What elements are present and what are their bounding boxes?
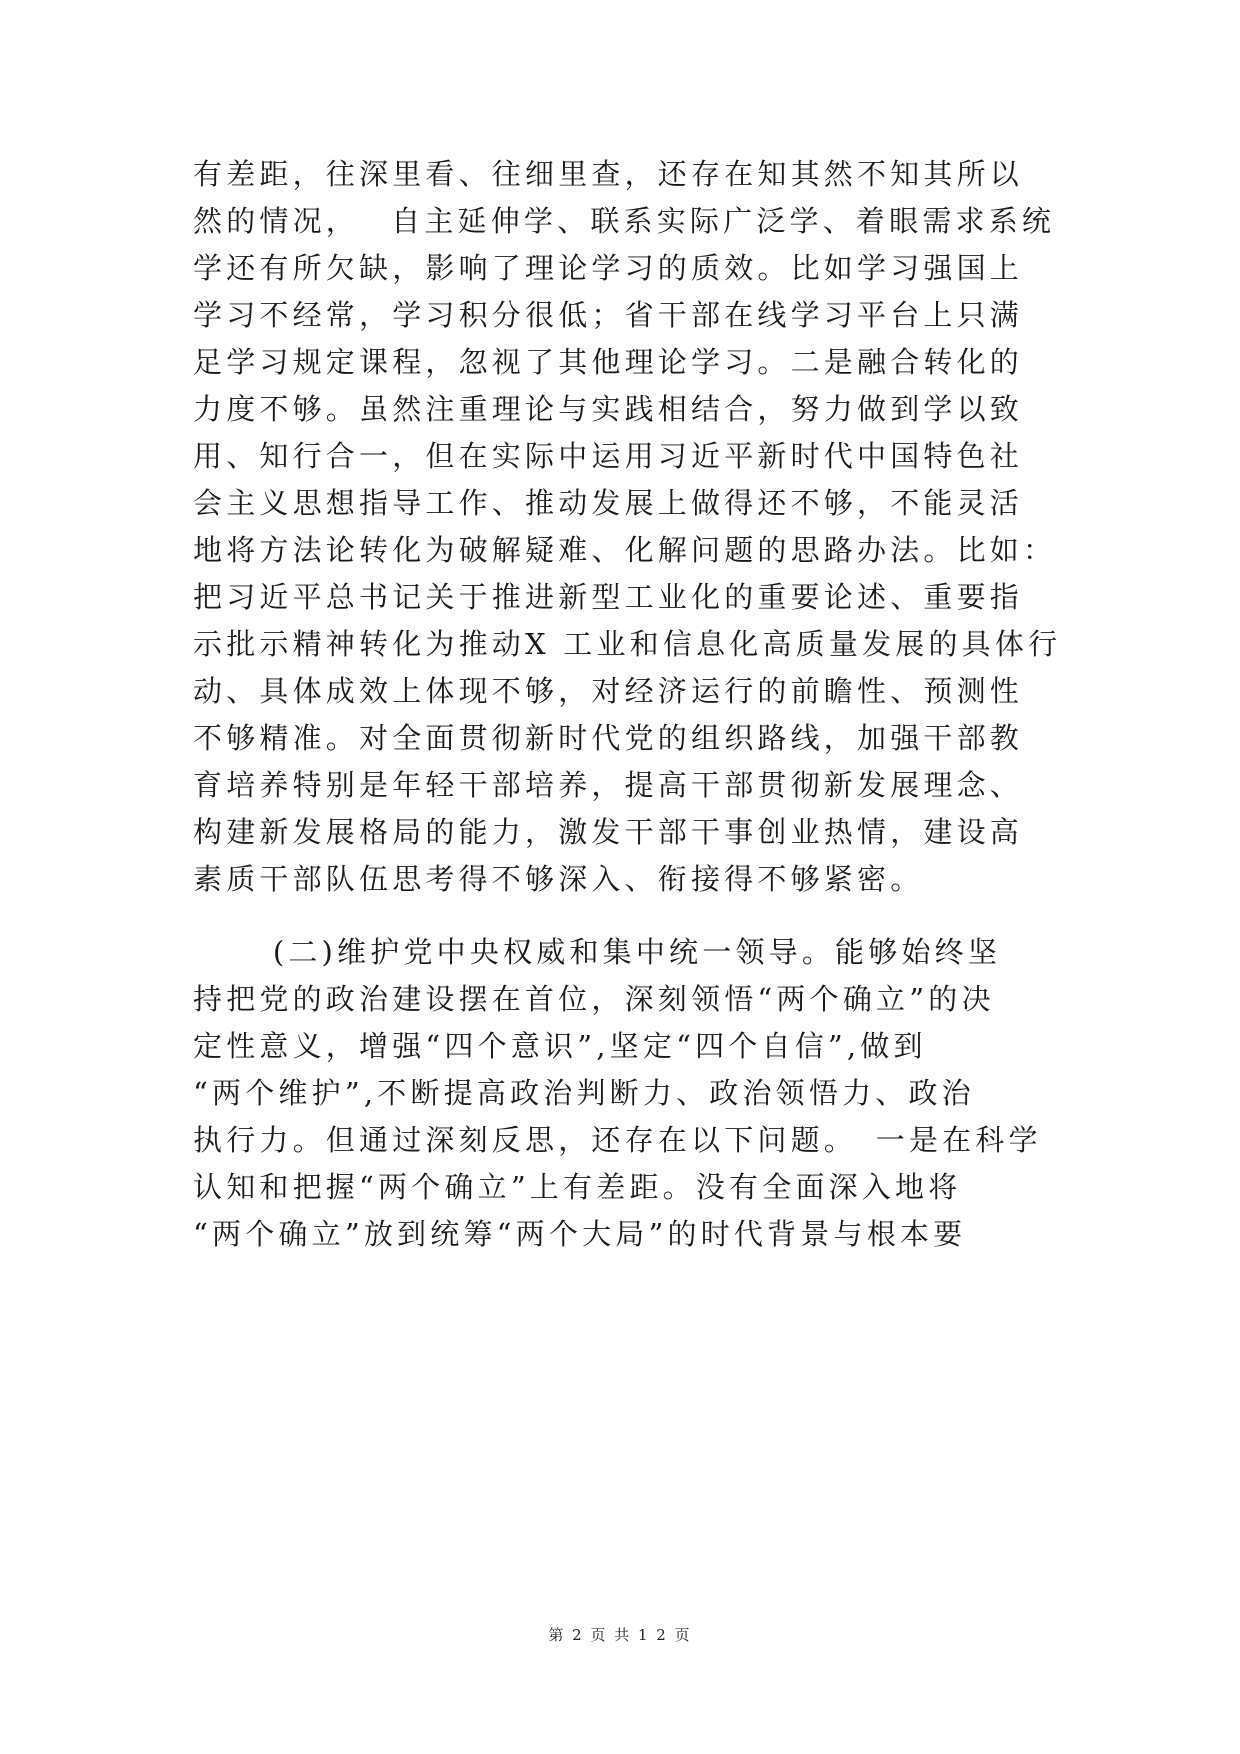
body-text-line: 把习近平总书记关于推进新型工业化的重要论述、重要指: [193, 580, 1024, 614]
body-text-line: 会主义思想指导工作、推动发展上做得还不够，不能灵活: [193, 486, 1024, 520]
page-number-footer: 第 2 页 共 1 2 页: [548, 1626, 692, 1644]
body-text-line: 地将方法论转化为破解疑难、化解问题的思路办法。比如：: [193, 533, 1057, 567]
body-text-line: “两个维护”,不断提高政治判断力、政治领悟力、政治: [193, 1076, 975, 1110]
body-text-line: 不够精准。对全面贯彻新时代党的组织路线，加强干部教: [193, 721, 1024, 755]
body-text-line: 学习不经常，学习积分很低；省干部在线学习平台上只满: [193, 298, 1024, 332]
body-text-line: 定性意义，增强“四个意识”,坚定“四个自信”,做到: [193, 1029, 927, 1063]
section-heading-line: (二)维护党中央权威和集中统一领导。能够始终坚: [193, 935, 1002, 969]
body-text-line: 然的情况， 自主延伸学、联系实际广泛学、着眼需求系统: [193, 204, 1056, 238]
body-text-line: 有差距，往深里看、往细里查，还存在知其然不知其所以: [193, 157, 1024, 191]
body-text-line: 认知和把握“两个确立”上有差距。没有全面深入地将: [193, 1170, 962, 1204]
body-text-line: 构建新发展格局的能力，激发干部干事创业热情，建设高: [193, 815, 1024, 849]
body-text-line: 示批示精神转化为推动X 工业和信息化高质量发展的具体行: [193, 627, 1062, 661]
body-text-line: “两个确立”放到统筹“两个大局”的时代背景与根本要: [193, 1217, 967, 1251]
body-text-line: 持把党的政治建设摆在首位，深刻领悟“两个确立”的决: [193, 982, 995, 1016]
body-text-line: 动、具体成效上体现不够，对经济运行的前瞻性、预测性: [193, 674, 1024, 708]
body-text-line: 素质干部队伍思考得不够深入、衔接得不够紧密。: [193, 862, 924, 896]
body-text-line: 执行力。但通过深刻反思，还存在以下问题。 一是在科学: [193, 1123, 1042, 1157]
body-text-line: 力度不够。虽然注重理论与实践相结合，努力做到学以致: [193, 392, 1024, 426]
body-text-line: 足学习规定课程，忽视了其他理论学习。二是融合转化的: [193, 345, 1024, 379]
body-text-line: 育培养特别是年轻干部培养，提高干部贯彻新发展理念、: [193, 768, 1024, 802]
body-text-line: 学还有所欠缺，影响了理论学习的质效。比如学习强国上: [193, 251, 1024, 285]
body-text-line: 用、知行合一，但在实际中运用习近平新时代中国特色社: [193, 439, 1024, 473]
